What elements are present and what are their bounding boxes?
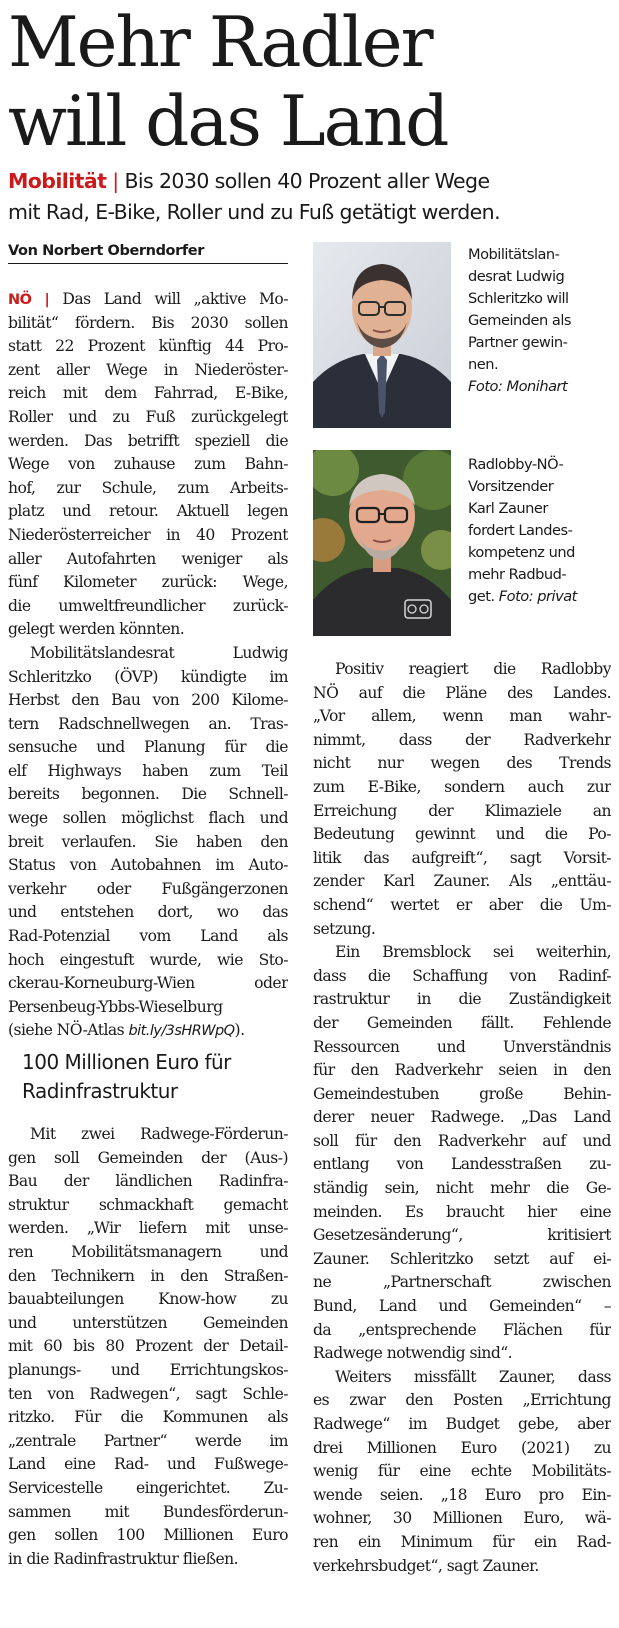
text-line: der Gemeinden fällt. Fehlende — [313, 1013, 611, 1032]
text-line: Weiters missfällt Zauner, dass — [335, 1367, 611, 1386]
lead-line: mit Rad, E-Bike, Roller und zu Fuß getätigt werden. — [8, 200, 500, 224]
text-line: zender Karl Zauner. Als „enttäu- — [313, 872, 611, 891]
text-line: drei Millionen Euro (2021) zu — [313, 1438, 611, 1457]
text-line: für den Radverkehr seien in den — [313, 1061, 611, 1080]
text-line: Mobilitätslandesrat Ludwig — [30, 643, 288, 662]
text-line: ritzko. Für die Kommunen als — [8, 1408, 288, 1427]
text-line: platz und retour. Aktuell legen — [8, 502, 288, 521]
text-line: wohner, 30 Millionen Euro, wä- — [313, 1509, 611, 1528]
text-line: sammen mit Bundesförderun- — [8, 1502, 288, 1521]
text-line: verkehr oder Fußgängerzonen — [8, 879, 288, 898]
text-line: Radwege notwendig sind“. — [313, 1344, 513, 1363]
text-line: hof, zur Schule, zum Arbeits- — [8, 478, 288, 497]
caption-line: kompetenz und — [468, 544, 575, 561]
text-line: und unterstützen Gemeinden — [8, 1313, 288, 1332]
text-line: mit 60 bis 80 Prozent der Detail- — [8, 1337, 288, 1356]
text-line: tern Radschnellwegen an. Tras- — [8, 714, 288, 733]
subhead-line: Radinfrastruktur — [22, 1079, 178, 1103]
text-line: werden. „Wir liefern mit unse- — [8, 1219, 288, 1238]
caption-line: nen. — [468, 356, 499, 373]
text-line: aller Autofahrten weniger als — [8, 549, 288, 568]
text-line: gen sollen 100 Millionen Euro — [8, 1526, 288, 1545]
text-line: struktur schmackhaft gemacht — [8, 1195, 288, 1214]
lead-kicker: Mobilität — [8, 169, 107, 193]
text-line: rastruktur in die Zuständigkeit — [313, 990, 611, 1009]
text-line: Positiv reagiert die Radlobby — [335, 660, 611, 678]
article-column-left-2 — [8, 1123, 288, 1571]
text-line: wenig für eine echte Mobilitäts- — [313, 1462, 611, 1481]
text-line: ren Mobilitätsmanagern und — [8, 1242, 288, 1261]
text-line: wege sollen möglichst flach und — [8, 809, 288, 828]
headline — [8, 4, 608, 162]
subhead-line: 100 Millionen Euro für — [22, 1050, 231, 1074]
text-line: bilität“ fördern. Bis 2030 sollen — [8, 313, 288, 332]
text-line: Bedeutung gewinnt und die Po- — [313, 825, 611, 844]
caption-line: Partner gewin- — [468, 334, 568, 351]
dateline-separator: | — [44, 292, 50, 308]
portrait-image — [313, 450, 451, 636]
text-line: den Technikern in den Straßen- — [8, 1266, 288, 1285]
text-line: elf Highways haben zum Teil — [8, 761, 288, 780]
text-line: Mit zwei Radwege-Förderun- — [30, 1125, 288, 1143]
text-line: sensuche und Planung für die — [8, 738, 288, 757]
text-line: Roller und zu Fuß zurückgelegt — [8, 407, 288, 426]
text-fragment: Das Land will „aktive Mo- — [49, 290, 288, 308]
text-line: hoch eingestuft wurde, wie Sto- — [8, 950, 288, 969]
text-line: „Vor allem, wenn man wahr- — [313, 707, 611, 726]
text-line: „zentrale Partner“ werde im — [8, 1431, 288, 1450]
text-line: Gemeindestuben große Behin- — [313, 1084, 611, 1103]
text-line: Erreichung der Klimaziele an — [313, 801, 611, 820]
text-line: Rad-Potenzial vom Land als — [8, 927, 288, 946]
text-line: Zauner. Schleritzko setzt auf ei- — [313, 1249, 611, 1268]
portrait-photo-schleritzko — [313, 242, 451, 428]
headline-line: will das Land — [8, 82, 448, 162]
lead-separator: | — [112, 169, 119, 193]
lead — [8, 166, 614, 228]
text-line: werden. Das betrifft speziell die — [8, 431, 288, 450]
text-line: nicht nur wegen des Trends — [313, 754, 611, 773]
photo-credit: Foto: Monihart — [468, 378, 568, 395]
photo-credit: Foto: privat — [498, 588, 577, 605]
text-line: da „entsprechende Flächen für — [313, 1320, 611, 1339]
text-line: ne „Partnerschaft zwischen — [313, 1273, 611, 1292]
text-line: reich mit dem Fahrrad, E-Bike, — [8, 384, 288, 403]
text-line: verkehrsbudget“, sagt Zauner. — [313, 1556, 539, 1575]
caption-line: Karl Zauner — [468, 500, 548, 517]
text-line: entlang von Landesstraßen zu- — [313, 1155, 611, 1174]
text-line: bauabteilungen Know-how zu — [8, 1290, 288, 1309]
article-column-left — [8, 288, 288, 1043]
text-line: breit verlaufen. Sie haben den — [8, 832, 288, 851]
text-line: dass die Schaffung von Radinf- — [313, 966, 611, 985]
caption-line: Gemeinden als — [468, 312, 572, 329]
text-line: soll für den Radverkehr auf und — [313, 1131, 611, 1150]
text-line: derer neuer Radwege. „Das Land — [313, 1108, 611, 1127]
text-line: Status von Autobahnen im Auto- — [8, 856, 288, 875]
text-line: ckerau-Korneuburg-Wien oder — [8, 974, 288, 993]
text-line: nimmt, dass der Radverkehr — [313, 730, 611, 749]
text-line: Land eine Rad- und Fußwege- — [8, 1455, 288, 1474]
text-line: meinden. Es braucht hier eine — [313, 1202, 611, 1221]
dateline: NÖ — [8, 292, 32, 308]
text-line: schend“ wertet er aber die Um- — [313, 895, 611, 914]
caption-fragment: get. — [468, 588, 499, 605]
caption-line: Schleritzko will — [468, 290, 569, 307]
text-line — [8, 288, 288, 312]
photo-caption-1 — [468, 244, 618, 398]
text-line: Gesetzesänderung“, kritisiert — [313, 1226, 611, 1245]
text-line: zent aller Wege in Niederöster- — [8, 360, 288, 379]
text-line: gelegt werden könnten. — [8, 620, 185, 639]
text-line: wende seien. „18 Euro pro Ein- — [313, 1485, 611, 1504]
headline-line: Mehr Radler — [8, 3, 432, 83]
caption-line: fordert Landes- — [468, 522, 573, 539]
lead-text: Bis 2030 sollen 40 Prozent aller Wege — [124, 169, 490, 193]
text-line: statt 22 Prozent künftig 44 Pro- — [8, 337, 288, 356]
text-line: bereits begonnen. Die Schnell- — [8, 785, 288, 804]
portrait-image — [313, 242, 451, 428]
text-fragment: ). — [234, 1021, 245, 1040]
text-line: ren ein Minimum für ein Rad- — [313, 1532, 611, 1551]
atlas-link[interactable]: bit.ly/3sHRWpQ — [128, 1023, 235, 1040]
text-line: gen soll Gemeinden der (Aus-) — [8, 1148, 288, 1167]
text-line: zum E-Bike, sondern auch zur — [313, 777, 611, 796]
text-line: ten von Radwegen“, sagt Schle- — [8, 1384, 288, 1403]
photo-caption-2 — [468, 454, 618, 608]
text-line: die umweltfreundlicher zurück- — [8, 596, 288, 615]
subhead — [22, 1048, 292, 1106]
caption-line: Mobilitätslan- — [468, 246, 560, 263]
text-line: Schleritzko (ÖVP) kündigte im — [8, 667, 288, 686]
text-line: Niederösterreicher in 40 Prozent — [8, 525, 288, 544]
text-line: Ressourcen und Unverständnis — [313, 1037, 611, 1056]
caption-line: Radlobby-NÖ- — [468, 456, 564, 473]
text-line: und entstehen dort, wo das — [8, 903, 288, 922]
text-line: litik das aufgreift“, sagt Vorsit- — [313, 848, 611, 867]
caption-credit-line — [468, 586, 618, 608]
caption-line: mehr Radbud- — [468, 566, 567, 583]
text-line: Wege von zuhause zum Bahn- — [8, 455, 288, 474]
text-line: setzung. — [313, 919, 376, 938]
caption-credit-line — [468, 376, 618, 398]
text-line: Ein Bremsblock sei weiterhin, — [335, 943, 611, 962]
text-line — [8, 1019, 288, 1043]
text-line: ständig sein, nicht mehr die Ge- — [313, 1179, 611, 1198]
text-line: Bau der ländlichen Radinfra- — [8, 1172, 288, 1191]
byline: Von Norbert Oberndorfer — [8, 243, 288, 264]
text-line: Servicestelle eingerichtet. Zu- — [8, 1478, 288, 1497]
caption-line: desrat Ludwig — [468, 268, 565, 285]
article-column-right — [313, 658, 611, 1578]
lead-line — [8, 166, 614, 197]
text-line: NÖ auf die Pläne des Landes. — [313, 683, 611, 702]
text-line: Persenbeug-Ybbs-Wieselburg — [8, 997, 223, 1016]
text-line: Herbst den Bau von 200 Kilome- — [8, 691, 288, 710]
text-line: Radwege“ im Budget gebe, aber — [313, 1415, 611, 1433]
text-line: Bund, Land und Gemeinden“ – — [313, 1297, 611, 1316]
text-line: fünf Kilometer zurück: Wege, — [8, 573, 288, 592]
caption-line: Vorsitzender — [468, 478, 554, 495]
portrait-photo-zauner — [313, 450, 451, 636]
text-line: es zwar den Posten „Errichtung — [313, 1391, 611, 1410]
text-line: in die Radinfrastruktur fließen. — [8, 1549, 239, 1568]
text-line: planungs- und Errichtungskos- — [8, 1360, 288, 1379]
text-fragment: (siehe NÖ-Atlas — [8, 1021, 129, 1040]
